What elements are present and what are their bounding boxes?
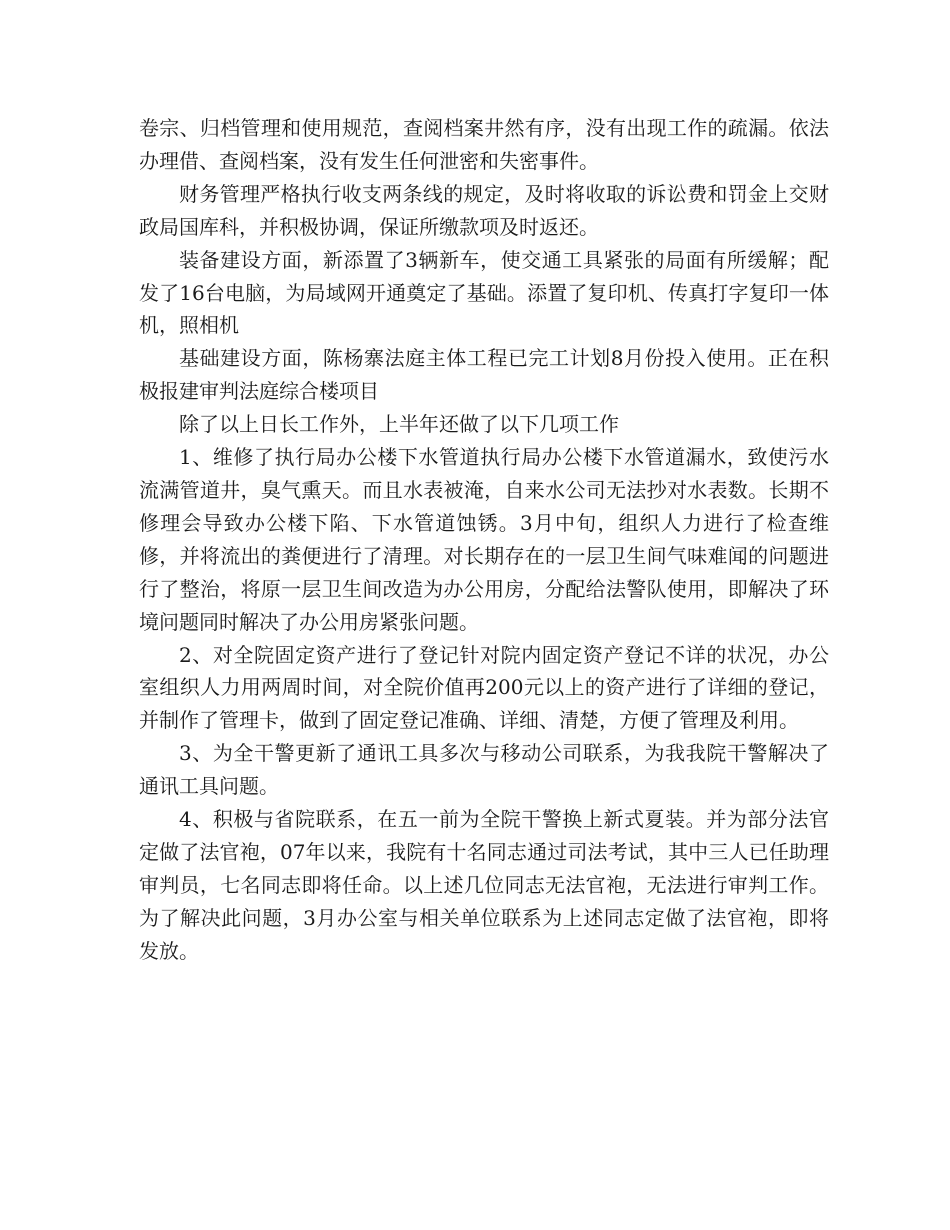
- paragraph: 装备建设方面，新添置了3辆新车，使交通工具紧张的局面有所缓解；配发了16台电脑，为局域网开通奠定了基础。添置了复印机、传真打字复印一体机，照相机: [139, 247, 829, 338]
- paragraph: 3、为全干警更新了通讯工具多次与移动公司联系，为我我院干警解决了通讯工具问题。: [139, 741, 829, 799]
- paragraph: 除了以上日长工作外，上半年还做了以下几项工作: [179, 412, 619, 437]
- paragraph: 财务管理严格执行收支两条线的规定，及时将收取的诉讼费和罚金上交财政局国库科，并积极协调，保证所缴款项及时返还。: [139, 181, 829, 239]
- paragraph: 2、对全院固定资产进行了登记针对院内固定资产登记不详的状况，办公室组织人力用两周时间，对全院价值再200元以上的资产进行了详细的登记，并制作了管理卡，做到了固定登记准确、详细、清楚，方便了管理及利用。: [139, 642, 829, 733]
- paragraph: 1、维修了执行局办公楼下水管道执行局办公楼下水管道漏水，致使污水流满管道井，臭气熏天。而且水表被淹，自来水公司无法抄对水表数。长期不修理会导致办公楼下陷、下水管道蚀锈。3月中旬，组织人力进行了检查维修，并将流出的粪便进行了清理。对长期存在的一层卫生间气味难闻的问题进行了整治，将原一层卫生间改造为办公用房，分配给法警队使用，即解决了环境问题同时解决了办公用房紧张问题。: [139, 445, 829, 634]
- paragraph: 卷宗、归档管理和使用规范，查阅档案井然有序，没有出现工作的疏漏。依法办理借、查阅档案，没有发生任何泄密和失密事件。: [139, 116, 829, 173]
- paragraph: 4、积极与省院联系，在五一前为全院干警换上新式夏装。并为部分法官定做了法官袍，07年以来，我院有十名同志通过司法考试，其中三人已任助理审判员，七名同志即将任命。以上述几位同志无法官袍，无法进行审判工作。为了解决此问题，3月办公室与相关单位联系为上述同志定做了法官袍，即将发放。: [139, 807, 829, 963]
- paragraph: 基础建设方面，陈杨寨法庭主体工程已完工计划8月份投入使用。正在积极报建审判法庭综合楼项目: [139, 346, 829, 404]
- document-body: [139, 112, 829, 968]
